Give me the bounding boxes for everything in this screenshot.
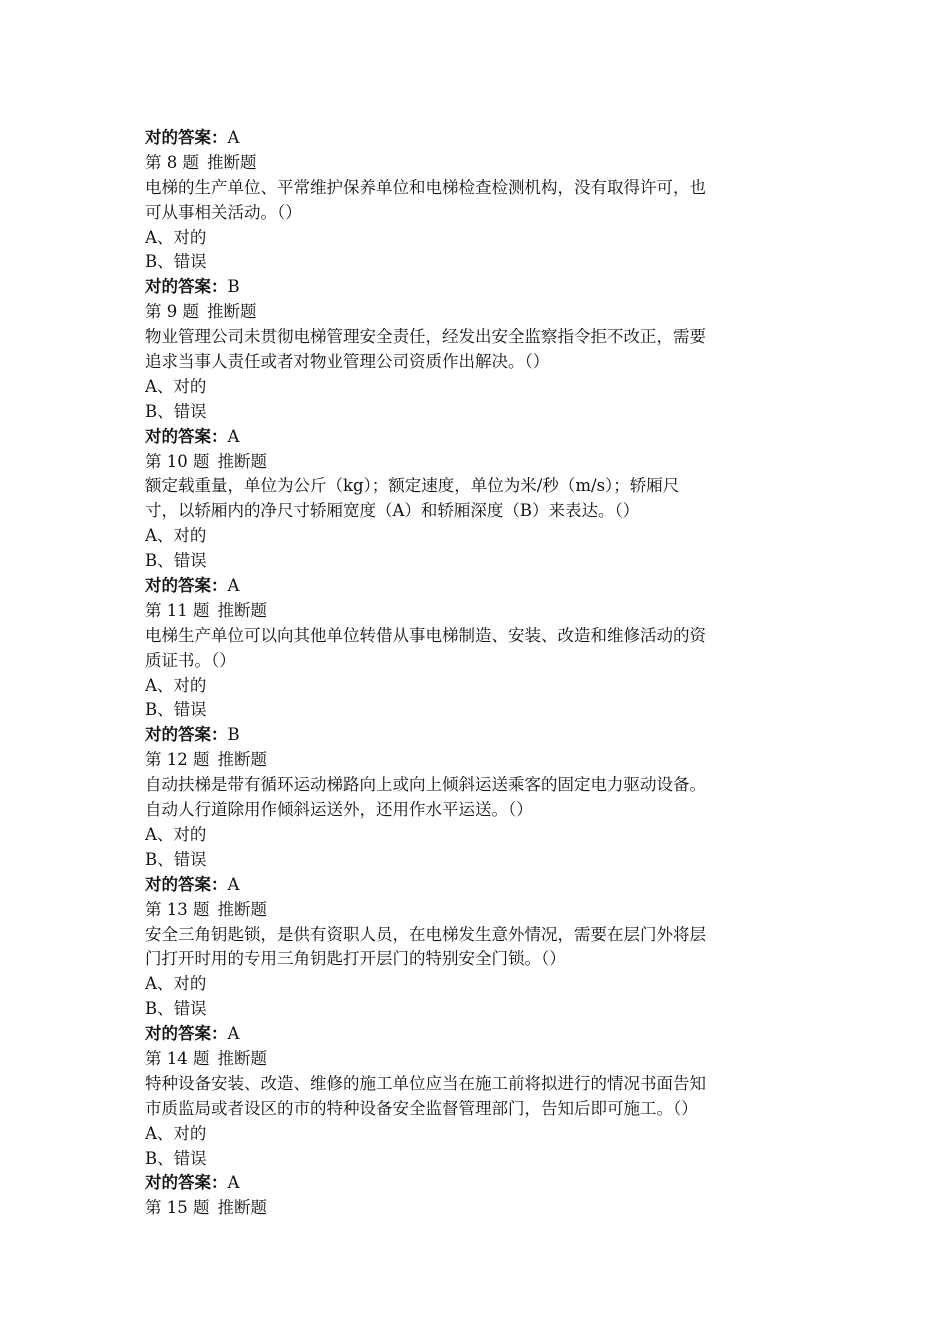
answer-value: B: [227, 725, 240, 745]
option-b: B、错误: [145, 252, 207, 272]
option-b: B、错误: [145, 401, 207, 421]
question-header: [145, 300, 805, 325]
answer-line: [145, 126, 805, 151]
question-type: 推断题: [207, 152, 257, 172]
question-type: 推断题: [217, 600, 267, 620]
question-number: 第 13 题: [145, 899, 210, 919]
question-header: [145, 450, 805, 475]
question-text: 电梯的生产单位、平常维护保养单位和电梯检查检测机构，没有取得许可，也: [145, 177, 706, 197]
question-type: 推断题: [217, 1048, 267, 1068]
answer-label: 对的答案：: [145, 426, 228, 446]
question-header: [145, 151, 805, 176]
answer-label: 对的答案：: [145, 128, 228, 147]
question-text: 追求当事人责任或者对物业管理公司资质作出解决。（）: [145, 352, 550, 372]
question-header: [145, 599, 805, 624]
question-number: 第 9 题: [145, 302, 199, 322]
document-page: [145, 126, 805, 1221]
question-type: 推断题: [217, 451, 267, 471]
option-a: A、对的: [145, 974, 207, 994]
answer-value: A: [227, 1024, 240, 1044]
question-text: 寸，以轿厢内的净尺寸轿厢宽度（A）和轿厢深度（B）来表达。（）: [145, 501, 640, 521]
answer-line: [145, 1022, 805, 1047]
answer-value: A: [227, 576, 240, 596]
answer-value: B: [227, 277, 240, 297]
option-a: A、对的: [145, 675, 207, 695]
question-text: 安全三角钥匙锁，是供有资职人员，在电梯发生意外情况，需要在层门外将层: [145, 924, 706, 944]
answer-label: 对的答案：: [145, 725, 228, 745]
question-number: 第 8 题: [145, 152, 199, 172]
question-type: 推断题: [217, 750, 267, 770]
question-number: 第 10 题: [145, 451, 210, 471]
question-header: [145, 1047, 805, 1072]
question-text: 物业管理公司未贯彻电梯管理安全责任，经发出安全监察指令拒不改正，需要: [145, 327, 706, 347]
question-text: 可从事相关活动。（）: [145, 202, 302, 222]
option-a: A、对的: [145, 1123, 207, 1143]
question-type: 推断题: [207, 302, 257, 322]
answer-line: [145, 1171, 805, 1196]
question-text: 自动人行道除用作倾斜运送外，还用作水平运送。（）: [145, 800, 533, 820]
question-header: [145, 748, 805, 773]
answer-line: [145, 873, 805, 898]
answer-value: A: [227, 128, 240, 147]
question-text: 市质监局或者设区的市的特种设备安全监督管理部门，告知后即可施工。（）: [145, 1098, 698, 1118]
question-text: 自动扶梯是带有循环运动梯路向上或向上倾斜运送乘客的固定电力驱动设备。: [145, 775, 706, 795]
question-text: 门打开时用的专用三角钥匙打开层门的特别安全门锁。（）: [145, 949, 566, 969]
option-b: B、错误: [145, 700, 207, 720]
question-type: 推断题: [217, 1198, 267, 1218]
question-header: [145, 1196, 805, 1221]
option-a: A、对的: [145, 376, 207, 396]
answer-value: A: [227, 426, 240, 446]
question-number: 第 14 题: [145, 1048, 210, 1068]
question-type: 推断题: [217, 899, 267, 919]
option-a: A、对的: [145, 526, 207, 546]
question-number: 第 12 题: [145, 750, 210, 770]
answer-label: 对的答案：: [145, 576, 228, 596]
option-b: B、错误: [145, 849, 207, 869]
question-header: [145, 898, 805, 923]
answer-label: 对的答案：: [145, 1173, 228, 1193]
answer-line: [145, 425, 805, 450]
question-text: 质证书。（）: [145, 650, 236, 670]
option-a: A、对的: [145, 824, 207, 844]
question-number: 第 15 题: [145, 1198, 210, 1218]
option-b: B、错误: [145, 551, 207, 571]
question-text: 额定载重量，单位为公斤（kg）；额定速度，单位为米/秒（m/s）；轿厢尺: [145, 476, 680, 496]
option-b: B、错误: [145, 999, 207, 1019]
answer-label: 对的答案：: [145, 874, 228, 894]
question-text: 电梯生产单位可以向其他单位转借从事电梯制造、安装、改造和维修活动的资: [145, 625, 706, 645]
answer-label: 对的答案：: [145, 277, 228, 297]
option-a: A、对的: [145, 227, 207, 247]
option-b: B、错误: [145, 1148, 207, 1168]
answer-line: [145, 275, 805, 300]
answer-value: A: [227, 1173, 240, 1193]
answer-value: A: [227, 874, 240, 894]
question-number: 第 11 题: [145, 600, 210, 620]
question-text: 特种设备安装、改造、维修的施工单位应当在施工前将拟进行的情况书面告知: [145, 1073, 706, 1093]
answer-line: [145, 723, 805, 748]
answer-line: [145, 574, 805, 599]
answer-label: 对的答案：: [145, 1024, 228, 1044]
